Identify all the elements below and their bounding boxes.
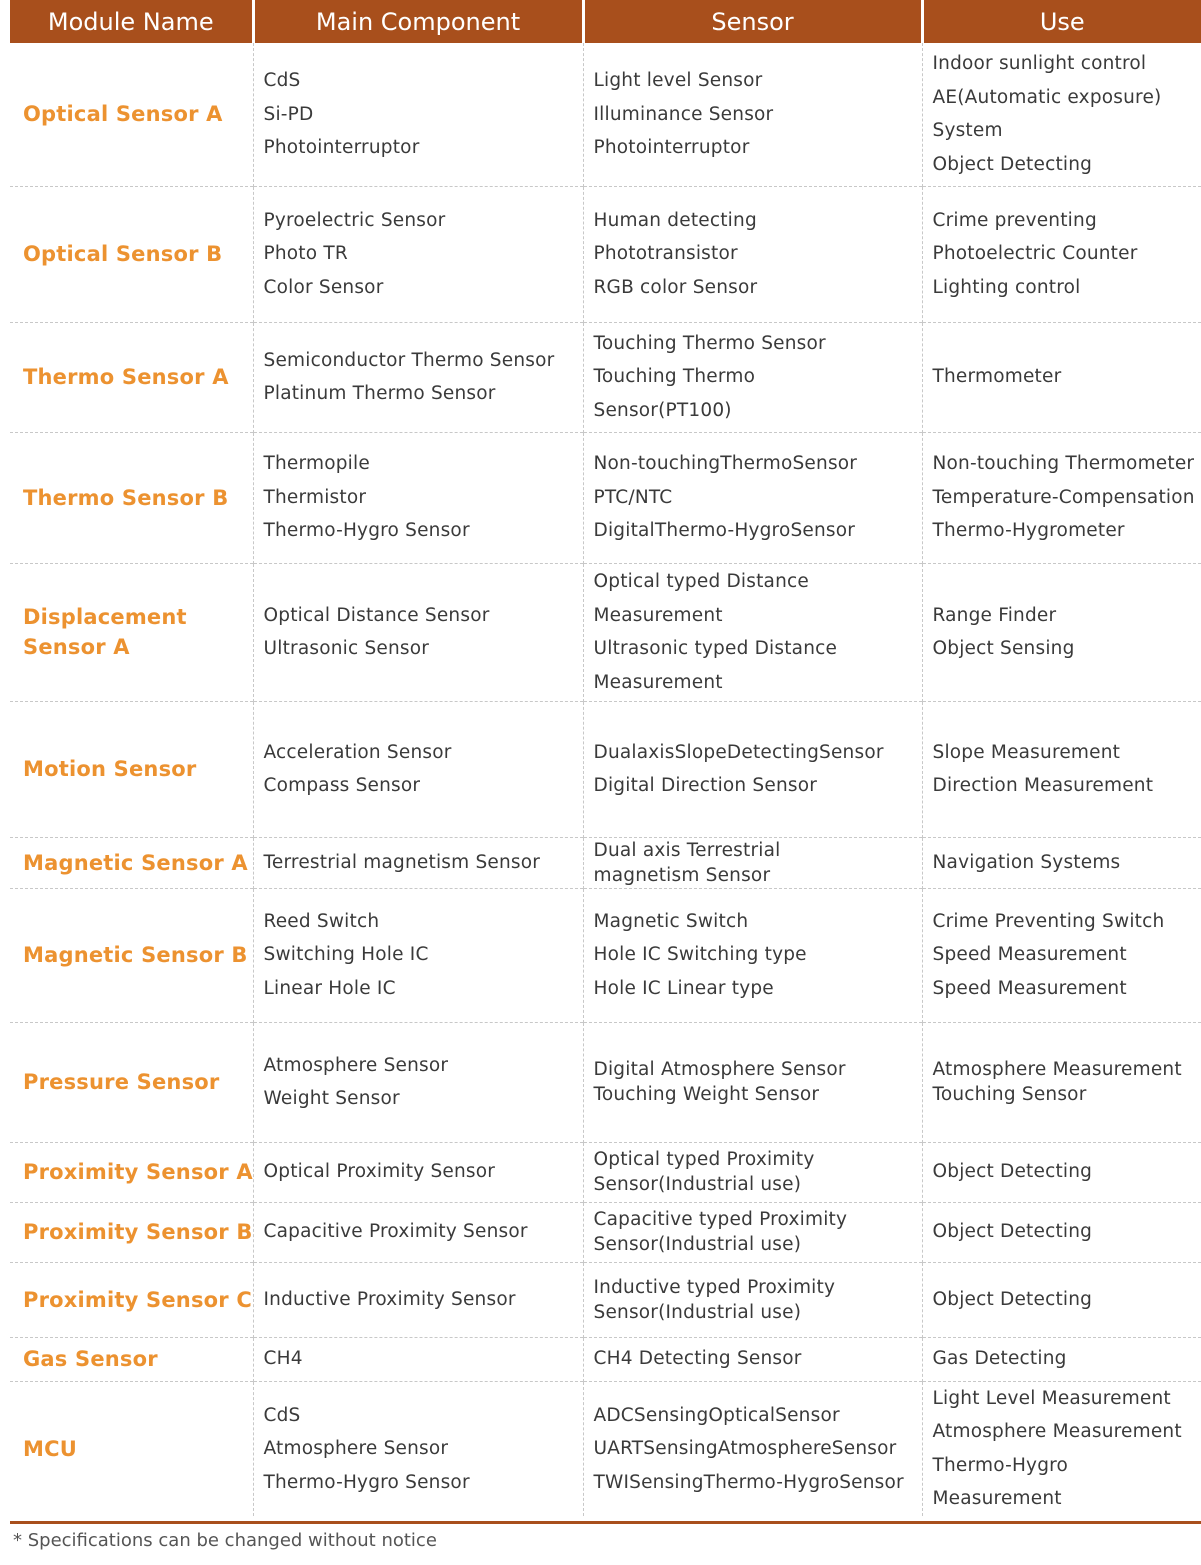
use-cell xyxy=(922,322,1201,432)
cell-line: Gas Detecting xyxy=(932,1348,1067,1370)
cell-line: Semiconductor Thermo Sensor xyxy=(263,349,555,371)
use-cell xyxy=(922,563,1201,701)
cell-line: Indoor sunlight control xyxy=(932,53,1147,75)
module-name-cell xyxy=(10,1022,253,1142)
cell-line: Object Detecting xyxy=(932,1161,1093,1183)
cell-line: Object Detecting xyxy=(932,1288,1093,1310)
table-row xyxy=(10,837,1201,888)
table-row xyxy=(10,186,1201,322)
cell-line: Measurement xyxy=(593,671,723,693)
sensor-cell xyxy=(583,1142,922,1202)
cell-line: TWISensingThermo-HygroSensor xyxy=(593,1471,904,1493)
use-cell xyxy=(922,186,1201,322)
sensor-cell xyxy=(583,701,922,837)
table-row xyxy=(10,1337,1201,1381)
main-component-cell xyxy=(253,1202,583,1262)
cell-line: Capacitive Proximity Sensor xyxy=(263,1221,528,1243)
main-component-cell xyxy=(253,1142,583,1202)
cell-line: Thermo-Hygro Sensor xyxy=(263,520,470,542)
cell-line: RGB color Sensor xyxy=(593,276,758,298)
cell-line: Thermistor xyxy=(263,486,367,508)
sensor-cell xyxy=(583,432,922,563)
cell-line: Si-PD xyxy=(263,103,314,125)
table-body xyxy=(10,43,1201,1516)
cell-line: CdS xyxy=(263,70,301,91)
cell-line: Inductive Proximity Sensor xyxy=(263,1288,516,1310)
module-name-cell xyxy=(10,1142,253,1202)
cell-line: Optical Sensor A xyxy=(23,102,223,127)
cell-line: CH4 xyxy=(263,1348,303,1370)
cell-line: Light level Sensor xyxy=(593,70,763,91)
cell-line: Non-touching Thermometer xyxy=(932,453,1195,475)
cell-line: Atmosphere Measurement xyxy=(932,1059,1182,1080)
module-name-cell xyxy=(10,186,253,322)
cell-line: Object Detecting xyxy=(932,153,1093,175)
cell-line: Thermopile xyxy=(263,453,370,475)
cell-line: Sensor A xyxy=(23,635,130,659)
sensor-cell xyxy=(583,1262,922,1337)
table-row xyxy=(10,1262,1201,1337)
use-cell xyxy=(922,1022,1201,1142)
cell-line: Pressure Sensor xyxy=(23,1070,220,1094)
cell-line: Pyroelectric Sensor xyxy=(263,209,446,231)
cell-line: Photoelectric Counter xyxy=(932,243,1138,265)
cell-line: CdS xyxy=(263,1404,301,1426)
use-cell xyxy=(922,1142,1201,1202)
main-component-cell xyxy=(253,1022,583,1142)
sensor-cell xyxy=(583,1022,922,1142)
cell-line: Photointerruptor xyxy=(263,137,420,158)
cell-line: Measurement xyxy=(932,1488,1062,1510)
cell-line: Proximity Sensor B xyxy=(23,1220,253,1244)
cell-line: Motion Sensor xyxy=(23,757,197,781)
cell-line: Compass Sensor xyxy=(263,775,421,796)
header-use: Use xyxy=(922,0,1201,43)
cell-line: AE(Automatic exposure) xyxy=(932,86,1162,108)
cell-line: MCU xyxy=(23,1436,77,1461)
module-name-cell xyxy=(10,837,253,888)
cell-line: Atmosphere Measurement xyxy=(932,1421,1182,1443)
cell-line: Slope Measurement xyxy=(932,741,1121,763)
module-name-cell xyxy=(10,1381,253,1516)
cell-line: magnetism Sensor xyxy=(593,864,771,886)
cell-line: Thermo-Hygrometer xyxy=(932,520,1125,542)
sensor-cell xyxy=(583,186,922,322)
cell-line: Thermo Sensor A xyxy=(23,365,229,389)
table-row xyxy=(10,432,1201,563)
cell-line: Displacement xyxy=(23,605,187,629)
cell-line: Hole IC Linear type xyxy=(593,977,774,999)
main-component-cell xyxy=(253,837,583,888)
cell-line: DualaxisSlopeDetectingSensor xyxy=(593,741,884,763)
cell-line: Optical Proximity Sensor xyxy=(263,1161,496,1183)
table-row xyxy=(10,1142,1201,1202)
cell-line: Platinum Thermo Sensor xyxy=(263,383,496,404)
cell-line: Speed Measurement xyxy=(932,944,1127,966)
cell-line: Optical typed Distance xyxy=(593,571,809,592)
table-row xyxy=(10,701,1201,837)
cell-line: Sensor(Industrial use) xyxy=(593,1174,802,1195)
table-row xyxy=(10,888,1201,1022)
table-row xyxy=(10,1022,1201,1142)
cell-line: Digital Direction Sensor xyxy=(593,775,818,796)
main-component-cell xyxy=(253,1262,583,1337)
cell-line: Crime preventing xyxy=(932,209,1097,231)
sensor-module-table-container xyxy=(10,0,1201,1516)
module-name-cell xyxy=(10,701,253,837)
main-component-cell xyxy=(253,563,583,701)
cell-line: Touching Sensor xyxy=(932,1084,1087,1105)
cell-line: Touching Thermo Sensor xyxy=(593,332,826,354)
header-module-name: Module Name xyxy=(10,0,253,43)
cell-line: Touching Thermo xyxy=(593,366,756,388)
cell-line: UARTSensingAtmosphereSensor xyxy=(593,1438,897,1459)
module-name-cell xyxy=(10,322,253,432)
cell-line: Reed Switch xyxy=(263,910,380,932)
table-row xyxy=(10,1381,1201,1516)
cell-line: Dual axis Terrestrial xyxy=(593,839,781,861)
cell-line: Touching Weight Sensor xyxy=(593,1084,820,1105)
table-header-row xyxy=(10,0,1201,43)
cell-line: Magnetic Sensor A xyxy=(23,850,248,875)
cell-line: Photo TR xyxy=(263,243,348,265)
sensor-cell xyxy=(583,1337,922,1381)
module-name-cell xyxy=(10,888,253,1022)
cell-line: Thermo-Hygro xyxy=(932,1454,1069,1476)
cell-line: Gas Sensor xyxy=(23,1347,158,1371)
cell-line: Navigation Systems xyxy=(932,851,1121,873)
module-name-cell xyxy=(10,1262,253,1337)
cell-line: Range Finder xyxy=(932,604,1057,626)
cell-line: Sensor(Industrial use) xyxy=(593,1234,802,1255)
cell-line: Optical typed Proximity xyxy=(593,1149,815,1170)
module-name-cell xyxy=(10,1202,253,1262)
use-cell xyxy=(922,1381,1201,1516)
cell-line: Terrestrial magnetism Sensor xyxy=(263,851,541,873)
footnote: * Specifications can be changed without notice xyxy=(13,1530,437,1551)
use-cell xyxy=(922,888,1201,1022)
cell-line: Atmosphere Sensor xyxy=(263,1438,449,1459)
main-component-cell xyxy=(253,1337,583,1381)
cell-line: ADCSensingOpticalSensor xyxy=(593,1404,840,1426)
main-component-cell xyxy=(253,432,583,563)
cell-line: Capacitive typed Proximity xyxy=(593,1209,848,1230)
sensor-cell xyxy=(583,1381,922,1516)
sensor-cell xyxy=(583,43,922,186)
cell-line: Object Detecting xyxy=(932,1221,1093,1243)
cell-line: Human detecting xyxy=(593,209,757,231)
sensor-cell xyxy=(583,1202,922,1262)
cell-line: Crime Preventing Switch xyxy=(932,910,1165,932)
bottom-rule xyxy=(10,1521,1201,1524)
header-sensor: Sensor xyxy=(583,0,922,43)
cell-line: Proximity Sensor A xyxy=(23,1160,253,1184)
cell-line: Acceleration Sensor xyxy=(263,741,452,763)
cell-line: PTC/NTC xyxy=(593,486,673,508)
sensor-cell xyxy=(583,563,922,701)
cell-line: Thermometer xyxy=(932,366,1062,388)
use-cell xyxy=(922,432,1201,563)
cell-line: Atmosphere Sensor xyxy=(263,1054,449,1076)
use-cell xyxy=(922,1337,1201,1381)
cell-line: Ultrasonic typed Distance xyxy=(593,638,838,659)
cell-line: Speed Measurement xyxy=(932,977,1127,999)
module-name-cell xyxy=(10,1337,253,1381)
cell-line: Hole IC Switching type xyxy=(593,944,807,966)
cell-line: Measurement xyxy=(593,604,723,626)
cell-line: Photointerruptor xyxy=(593,137,750,158)
cell-line: Sensor(PT100) xyxy=(593,399,732,421)
table-row xyxy=(10,563,1201,701)
cell-line: Inductive typed Proximity xyxy=(593,1276,836,1298)
module-name-cell xyxy=(10,563,253,701)
sensor-cell xyxy=(583,322,922,432)
main-component-cell xyxy=(253,888,583,1022)
use-cell xyxy=(922,1262,1201,1337)
cell-line: Digital Atmosphere Sensor xyxy=(593,1059,846,1080)
main-component-cell xyxy=(253,1381,583,1516)
use-cell xyxy=(922,43,1201,186)
module-name-cell xyxy=(10,43,253,186)
cell-line: Light Level Measurement xyxy=(932,1387,1171,1409)
use-cell xyxy=(922,837,1201,888)
cell-line: Magnetic Switch xyxy=(593,910,749,932)
cell-line: DigitalThermo-HygroSensor xyxy=(593,520,856,542)
cell-line: Ultrasonic Sensor xyxy=(263,638,430,659)
header-main-component: Main Component xyxy=(253,0,583,43)
cell-line: Non-touchingThermoSensor xyxy=(593,453,858,475)
main-component-cell xyxy=(253,186,583,322)
cell-line: Switching Hole IC xyxy=(263,944,429,966)
main-component-cell xyxy=(253,322,583,432)
table-row xyxy=(10,322,1201,432)
sensor-module-table xyxy=(10,0,1201,1516)
cell-line: Object Sensing xyxy=(932,638,1075,659)
cell-line: Sensor(Industrial use) xyxy=(593,1301,802,1323)
cell-line: Optical Distance Sensor xyxy=(263,604,490,626)
module-name-cell xyxy=(10,432,253,563)
use-cell xyxy=(922,1202,1201,1262)
cell-line: Illuminance Sensor xyxy=(593,103,774,125)
cell-line: Lighting control xyxy=(932,276,1081,298)
use-cell xyxy=(922,701,1201,837)
sensor-cell xyxy=(583,837,922,888)
cell-line: System xyxy=(932,120,1003,142)
cell-line: Thermo Sensor B xyxy=(23,485,229,510)
cell-line: Thermo-Hygro Sensor xyxy=(263,1471,470,1493)
cell-line: CH4 Detecting Sensor xyxy=(593,1348,802,1370)
main-component-cell xyxy=(253,701,583,837)
table-row xyxy=(10,43,1201,186)
cell-line: Proximity Sensor C xyxy=(23,1287,252,1312)
cell-line: Weight Sensor xyxy=(263,1088,400,1109)
main-component-cell xyxy=(253,43,583,186)
table-row xyxy=(10,1202,1201,1262)
cell-line: Optical Sensor B xyxy=(23,242,223,266)
cell-line: Direction Measurement xyxy=(932,775,1154,796)
cell-line: Temperature-Compensation xyxy=(932,486,1195,508)
cell-line: Color Sensor xyxy=(263,276,384,298)
cell-line: Linear Hole IC xyxy=(263,977,396,999)
cell-line: Phototransistor xyxy=(593,243,738,265)
sensor-cell xyxy=(583,888,922,1022)
cell-line: Magnetic Sensor B xyxy=(23,943,248,967)
